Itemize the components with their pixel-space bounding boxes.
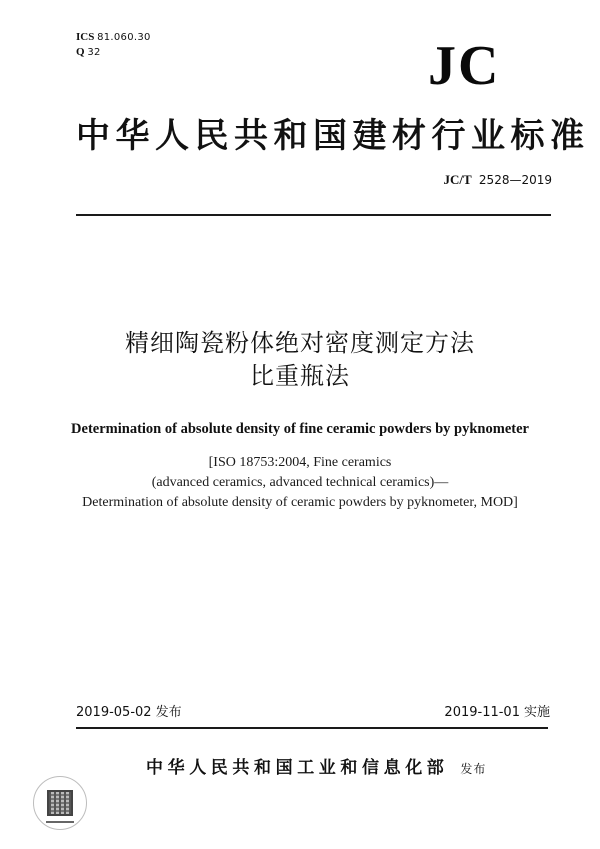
iso-reference-line-3: Determination of absolute density of ceramic powders by pyknometer, MOD] xyxy=(82,495,518,510)
issuer-organization: 中华人民共和国工业和信息化部 xyxy=(146,758,449,778)
issue-date xyxy=(76,705,182,721)
ics-value: 81.060.30 xyxy=(97,32,151,43)
ccs-label: Q xyxy=(76,46,85,58)
ics-label: ICS xyxy=(76,31,95,43)
implementation-date-value: 2019-11-01 xyxy=(444,705,520,720)
issue-date-label: 发布 xyxy=(155,705,182,720)
stamp-caption xyxy=(46,821,74,823)
english-title: Determination of absolute density of fine ceramic powders by pyknometer xyxy=(71,421,529,437)
chinese-title-line-2: 比重瓶法 xyxy=(250,362,350,390)
standard-mark: JC xyxy=(428,35,501,97)
iso-reference-line-2: (advanced ceramics, advanced technical ceramics)— xyxy=(151,475,449,490)
issuer-action: 发布 xyxy=(460,762,487,776)
qr-code-stamp xyxy=(33,776,87,830)
classification-codes xyxy=(76,30,151,60)
header-divider xyxy=(76,214,551,216)
footer-divider xyxy=(76,727,548,729)
implementation-date xyxy=(444,705,550,721)
qr-code-icon xyxy=(47,790,73,816)
standard-number-value: 2528—2019 xyxy=(478,173,552,187)
industry-standard-title: 中华人民共和国建材行业标准 xyxy=(76,116,590,156)
standard-number-prefix: JC/T xyxy=(443,172,472,187)
issue-date-value: 2019-05-02 xyxy=(76,705,152,720)
chinese-title-line-1: 精细陶瓷粉体绝对密度测定方法 xyxy=(125,329,475,357)
ics-code xyxy=(76,30,151,45)
implementation-date-label: 实施 xyxy=(523,705,550,720)
iso-reference-line-1: [ISO 18753:2004, Fine ceramics xyxy=(208,455,392,470)
ccs-value: 32 xyxy=(87,47,101,58)
standard-number xyxy=(444,172,553,188)
issuing-authority xyxy=(146,753,486,778)
ccs-code xyxy=(76,45,151,60)
